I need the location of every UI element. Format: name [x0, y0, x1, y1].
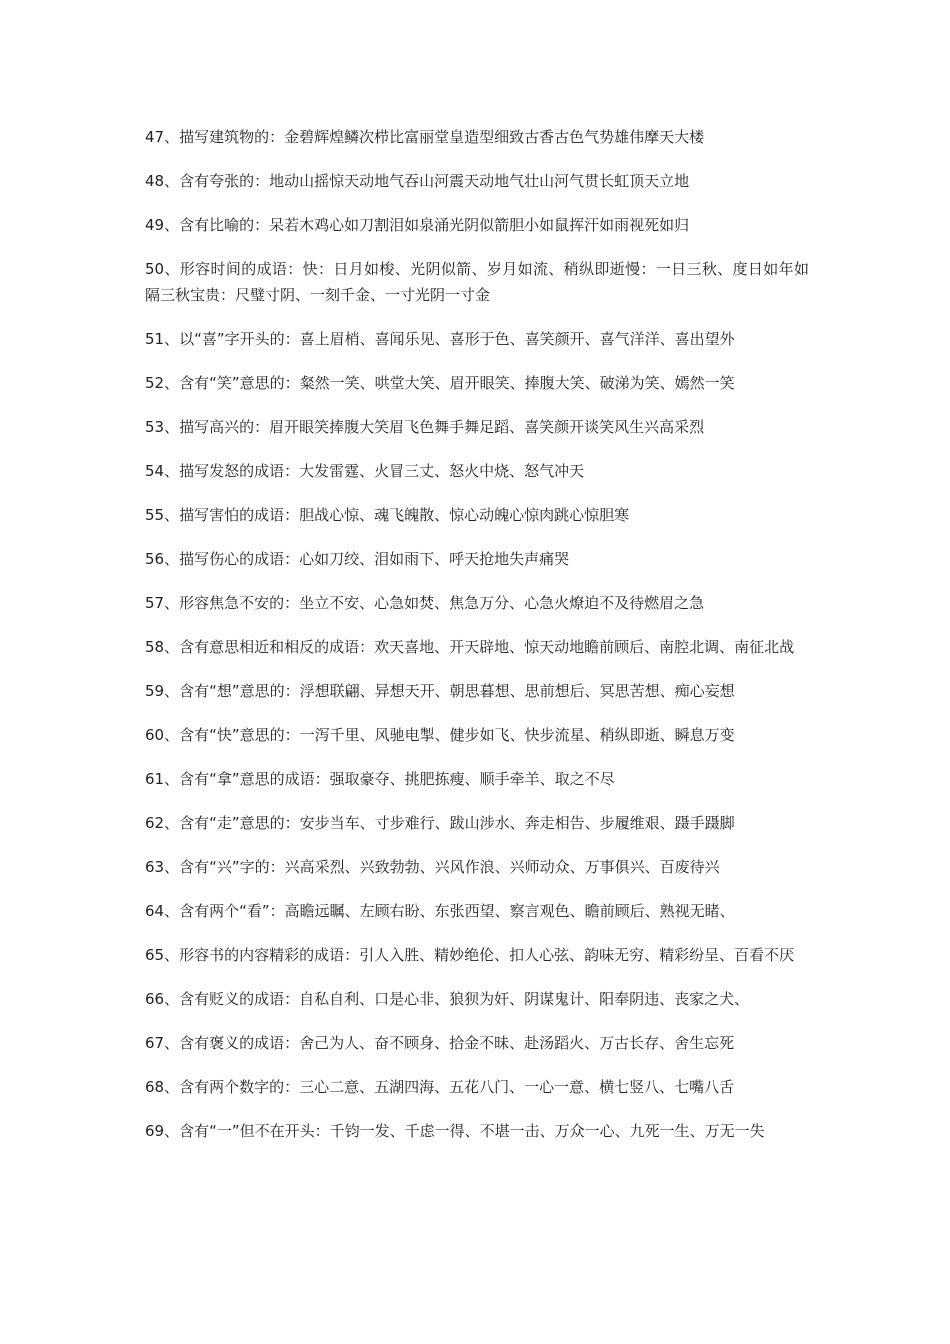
- list-item-50: 50、形容时间的成语：快：日月如梭、光阴似箭、岁月如流、稍纵即逝慢：一日三秋、度日如年如隔三秋宝贵：尺璧寸阴、一刻千金、一寸光阴一寸金: [145, 260, 809, 304]
- list-item-69: 69、含有“一”但不在开头：千钧一发、千虑一得、不堪一击、万众一心、九死一生、万无一失: [145, 1122, 765, 1140]
- list-item-61: 61、含有“拿”意思的成语：强取豪夺、挑肥拣瘦、顺手牵羊、取之不尽: [145, 770, 615, 788]
- list-item-51: 51、以“喜”字开头的：喜上眉梢、喜闻乐见、喜形于色、喜笑颜开、喜气洋洋、喜出望外: [145, 330, 735, 348]
- list-item-63: 63、含有“兴”字的：兴高采烈、兴致勃勃、兴风作浪、兴师动众、万事俱兴、百废待兴: [145, 858, 720, 876]
- list-item-53: 53、描写高兴的：眉开眼笑捧腹大笑眉飞色舞手舞足蹈、喜笑颜开谈笑风生兴高采烈: [145, 418, 705, 436]
- list-item-66: 66、含有贬义的成语：自私自利、口是心非、狼狈为奸、阴谋鬼计、阳奉阴违、丧家之犬、: [145, 990, 750, 1008]
- list-item-68: 68、含有两个数字的：三心二意、五湖四海、五花八门、一心一意、横七竖八、七嘴八舌: [145, 1078, 735, 1096]
- list-item-57: 57、形容焦急不安的：坐立不安、心急如焚、焦急万分、心急火燎迫不及待燃眉之急: [145, 594, 705, 612]
- list-item-48: 48、含有夸张的：地动山摇惊天动地气吞山河震天动地气壮山河气贯长虹顶天立地: [145, 172, 690, 190]
- list-item-62: 62、含有“走”意思的：安步当车、寸步难行、跋山涉水、奔走相告、步履维艰、蹑手蹑脚: [145, 814, 735, 832]
- list-item-54: 54、描写发怒的成语：大发雷霆、火冒三丈、怒火中烧、怒气冲天: [145, 462, 585, 480]
- list-item-67: 67、含有褒义的成语：舍己为人、奋不顾身、拾金不昧、赴汤蹈火、万古长存、舍生忘死: [145, 1034, 735, 1052]
- document-body: [145, 124, 809, 1162]
- list-item-52: 52、含有“笑”意思的：粲然一笑、哄堂大笑、眉开眼笑、捧腹大笑、破涕为笑、嫣然一笑: [145, 374, 735, 392]
- list-item-49: 49、含有比喻的：呆若木鸡心如刀割泪如泉涌光阴似箭胆小如鼠挥汗如雨视死如归: [145, 216, 690, 234]
- list-item-60: 60、含有“快”意思的：一泻千里、风驰电掣、健步如飞、快步流星、稍纵即逝、瞬息万变: [145, 726, 735, 744]
- list-item-65: 65、形容书的内容精彩的成语：引人入胜、精妙绝伦、扣人心弦、韵味无穷、精彩纷呈、百看不厌: [145, 946, 795, 964]
- list-item-56: 56、描写伤心的成语：心如刀绞、泪如雨下、呼天抢地失声痛哭: [145, 550, 570, 568]
- list-item-47: 47、描写建筑物的：金碧辉煌鳞次栉比富丽堂皇造型细致古香古色气势雄伟摩天大楼: [145, 128, 705, 146]
- list-item-55: 55、描写害怕的成语：胆战心惊、魂飞魄散、惊心动魄心惊肉跳心惊胆寒: [145, 506, 630, 524]
- list-item-58: 58、含有意思相近和相反的成语：欢天喜地、开天辟地、惊天动地瞻前顾后、南腔北调、南征北战: [145, 638, 795, 656]
- list-item-59: 59、含有“想”意思的：浮想联翩、异想天开、朝思暮想、思前想后、冥思苦想、痴心妄想: [145, 682, 735, 700]
- list-item-64: 64、含有两个“看”：高瞻远瞩、左顾右盼、东张西望、察言观色、瞻前顾后、熟视无睹、: [145, 902, 735, 920]
